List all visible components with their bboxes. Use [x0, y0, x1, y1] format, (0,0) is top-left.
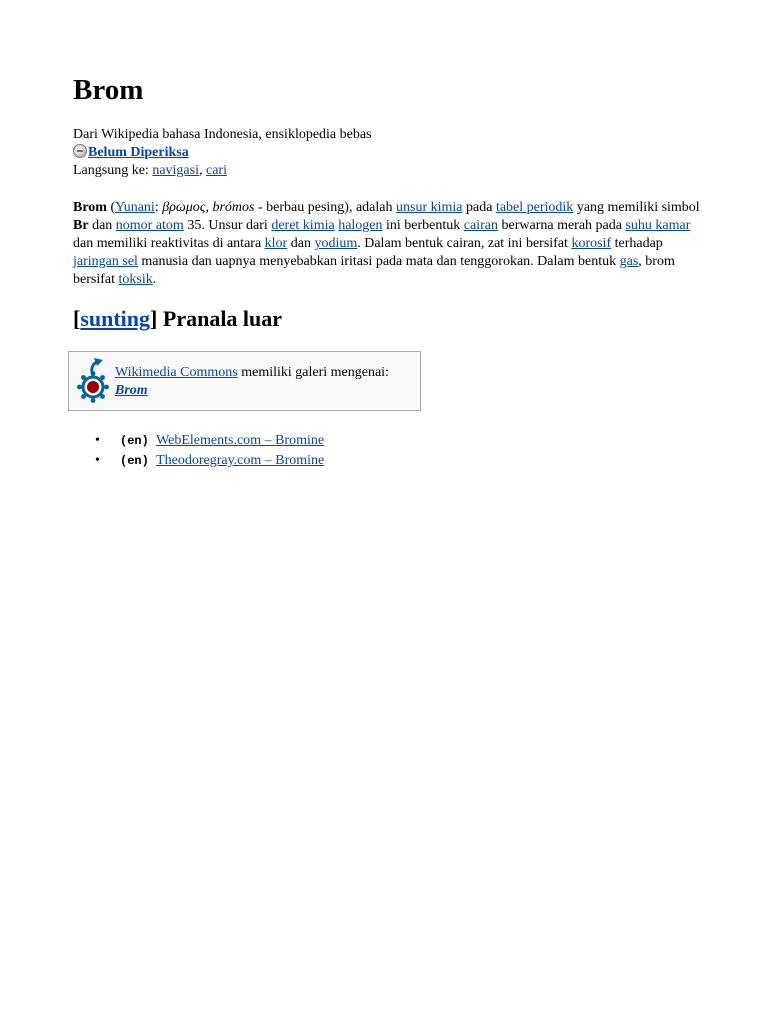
intro-text: pada [462, 200, 496, 215]
review-status-link[interactable]: Belum Diperiksa [88, 145, 189, 160]
external-link-theodoregray[interactable]: Theodoregray.com – Bromine [156, 453, 325, 468]
symbol-br: Br [73, 218, 89, 233]
section-title: Pranala luar [162, 306, 283, 331]
commons-line [115, 364, 389, 382]
intro-text: manusia dan uapnya menyebabkan iritasi pada mata dan tenggorokan. Dalam bentuk [137, 254, 620, 269]
link-cairan[interactable]: cairan [463, 218, 498, 233]
intro-text: terhadap [611, 236, 663, 251]
commons-description: memiliki galeri mengenai: [237, 365, 389, 380]
edit-section-link[interactable]: sunting [80, 306, 151, 331]
link-unsur-kimia[interactable]: unsur kimia [396, 200, 463, 215]
link-yodium[interactable]: yodium [314, 236, 358, 251]
bullet: • [95, 433, 100, 448]
language-label: (en) [120, 454, 149, 468]
intro-text: 35. Unsur dari [183, 218, 272, 233]
greek-term: βρωμος, brómos [162, 200, 255, 215]
section-heading-pranala-luar [73, 303, 282, 335]
jump-separator: , [198, 163, 203, 178]
intro-text: berwarna merah pada [498, 218, 626, 233]
page-title: Brom [73, 74, 144, 106]
link-deret-kimia[interactable]: deret kimia [271, 218, 335, 233]
review-status [73, 144, 703, 162]
intro-text: . Dalam bentuk cairan, zat ini bersifat [357, 236, 572, 251]
link-jaringan-sel[interactable]: jaringan sel [73, 254, 138, 269]
intro-text: ( [106, 200, 116, 215]
commons-notice-box [68, 351, 421, 411]
jump-search-link[interactable]: cari [205, 163, 227, 178]
external-link-webelements[interactable]: WebElements.com – Bromine [156, 433, 325, 448]
link-gas[interactable]: gas [619, 254, 639, 269]
link-toksik[interactable]: toksik [118, 272, 153, 287]
bullet: • [95, 453, 100, 468]
term-brom: Brom [73, 200, 107, 215]
tagline: Dari Wikipedia bahasa Indonesia, ensiklopedia bebas [73, 127, 372, 142]
language-label: (en) [120, 434, 149, 448]
edit-bracket-close: ] [150, 306, 163, 331]
jump-to [73, 162, 703, 180]
intro-text: ini berbentuk [382, 218, 464, 233]
jump-to-label: Langsung ke: [73, 163, 149, 178]
intro-text: - berbau pesing), adalah [254, 200, 396, 215]
intro-text: dan [287, 236, 315, 251]
list-item [95, 431, 325, 451]
link-tabel-periodik[interactable]: tabel periodik [495, 200, 574, 215]
intro-text: . [152, 272, 157, 287]
edit-bracket-open: [ [73, 306, 81, 331]
jump-navigation-link[interactable]: navigasi [152, 163, 199, 178]
intro-paragraph [73, 199, 703, 289]
intro-text: yang memiliki simbol [573, 200, 700, 215]
link-suhu-kamar[interactable]: suhu kamar [625, 218, 691, 233]
commons-gallery-link[interactable]: Brom [115, 383, 148, 398]
site-subtitle-block [73, 126, 703, 180]
link-korosif[interactable]: korosif [571, 236, 612, 251]
external-links-list [73, 431, 324, 471]
intro-text: , brom bersifat [73, 254, 675, 287]
intro-text: : [154, 200, 163, 215]
link-yunani[interactable]: Yunani [115, 200, 155, 215]
link-halogen[interactable]: halogen [338, 218, 383, 233]
commons-gallery-row [115, 382, 389, 400]
commons-notice-text [115, 364, 389, 400]
link-klor[interactable]: klor [264, 236, 288, 251]
list-item [95, 451, 325, 471]
wikimedia-commons-logo-icon [73, 355, 113, 407]
intro-text: dan [88, 218, 116, 233]
link-nomor-atom[interactable]: nomor atom [115, 218, 184, 233]
commons-link[interactable]: Wikimedia Commons [115, 365, 238, 380]
intro-text: dan memiliki reaktivitas di antara [73, 236, 265, 251]
unreviewed-status-icon [73, 144, 87, 158]
